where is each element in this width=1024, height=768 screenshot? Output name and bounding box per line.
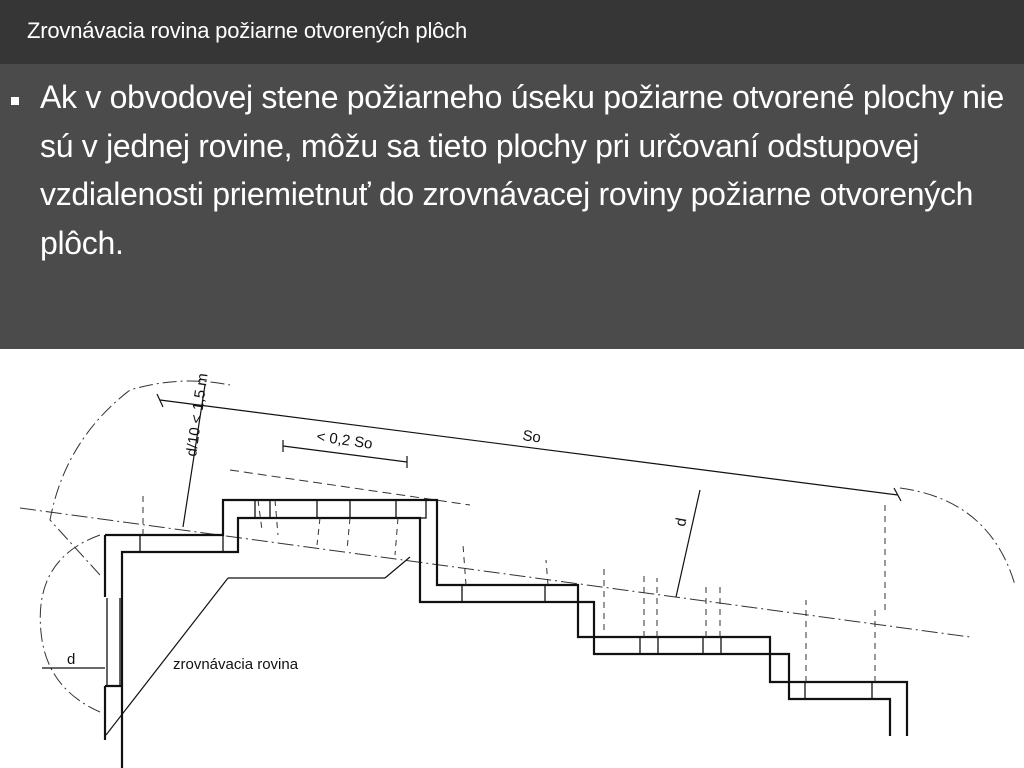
depth-label-right: d [672,516,691,528]
title-bar [0,0,1024,64]
bullet-text: Ak v obvodovej stene požiarneho úseku požiarne otvorené plochy nie sú v jednej rovine, môžu sa tieto plochy pri určovaní odstupovej vzdialenosti priemietnuť do zrovnávacej roviny požiarne otvorených plôch. [40,79,1004,261]
comparison-plane [20,508,970,637]
depth-label-left: d [67,651,76,668]
technical-drawing [0,349,1024,768]
slide-title: Zrovnávacia rovina požiarne otvorených plôch [27,18,467,43]
plane-label: zrovnávacia rovina [173,656,299,673]
offset-label: d/10 < 1,5 m [183,372,212,458]
width-label: So [521,427,542,447]
bullet-marker-icon [11,97,19,105]
building-wall [105,500,907,768]
spacing-label: < 0,2 So [315,428,374,453]
